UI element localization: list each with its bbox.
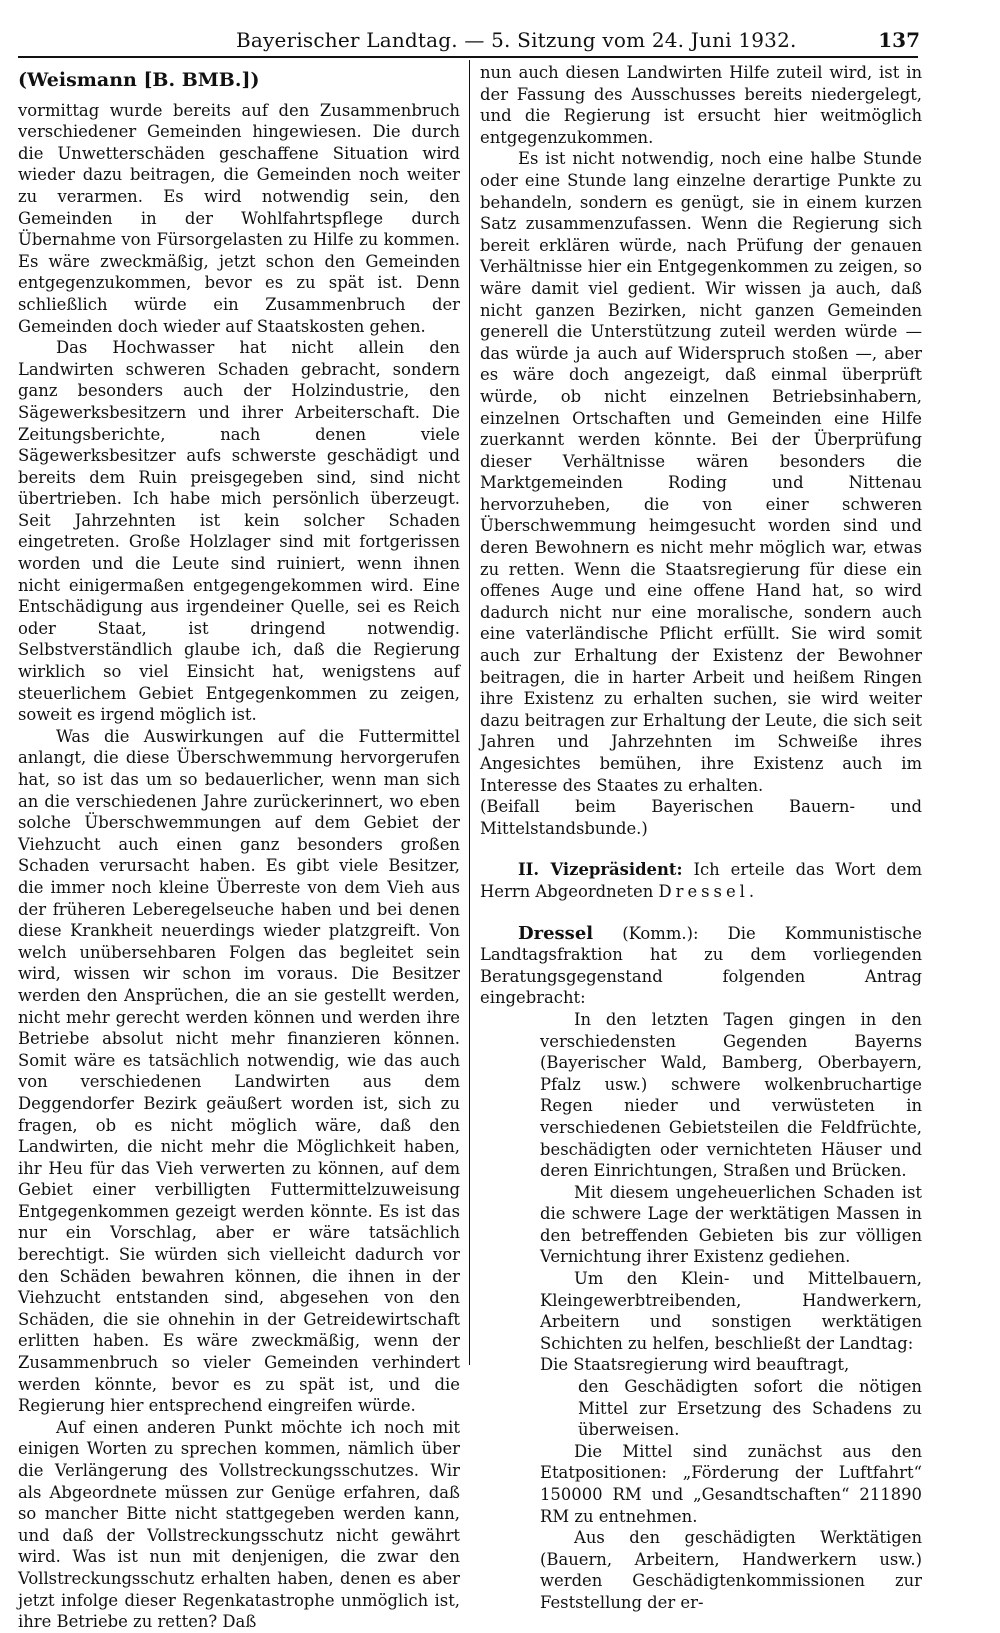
applause-note: (Beifall beim Bayerischen Bauern- und Mittelstandsbunde.) bbox=[480, 797, 922, 838]
resolution-paragraph: Aus den geschädigten Werktätigen (Bauern, Arbeitern, Handwerkern usw.) werden Geschädigtenkommissionen zur Feststellung der er- bbox=[540, 1528, 922, 1612]
paragraph: nun auch diesen Landwirten Hilfe zuteil wird, ist in der Fassung des Ausschusses bereits niedergelegt, und die Regierung ist ersucht hier weitmöglich entgegenzukommen. bbox=[480, 63, 922, 147]
spacer bbox=[480, 839, 922, 859]
resolution-intro: Die Staatsregierung wird beauftragt, bbox=[540, 1355, 850, 1375]
resolution-item: den Geschädigten sofort die nötigen Mittel zur Ersetzung des Schadens zu überweisen. bbox=[578, 1377, 922, 1440]
paragraph: Was die Auswirkungen auf die Futtermittel anlangt, die diese Überschwemmung hervorgerufen hat, so ist das um so bedauerlicher, wenn man sich an die verschiedenen Jahre zurückerinnert, wo eben solche Überschwemmungen auf dem Gebiet der Viehzucht auch einen ganz besonders großen Schaden verursacht haben. Es gibt viele Besitzer, die immer noch kleine Überreste von dem Vieh aus der früheren Leberegelseuche haben und bei denen diese Krankheit neuerdings wieder platzgreift. Von welch unübersehbaren Folgen das begleitet sein wird, wissen wir schon im voraus. Die Besitzer werden den Ansprüchen, die an sie gestellt werden, nicht mehr gerecht werden können und werden ihre Betriebe absolut nicht mehr finanzieren können. Somit wäre es tatsächlich notwendig, wie das auch von verschiedenen Landwirten aus dem Deggendorfer Bezirk geäußert worden ist, sich zu fragen, ob es nicht möglich wäre, daß den Landwirten, die nicht mehr die Möglichkeit haben, ihr Heu für das Vieh verwerten zu können, auf dem Gebiet einer verbilligten Futtermittelzuweisung Entgegenkommen gezeigt werden könnte. Es ist das nur ein Vorschlag, aber er wäre tatsächlich berechtigt. Sie würden sich vielleicht dadurch vor den Schäden bewahren können, die ihnen in der Viehzucht entstanden sind, abgesehen von den Schäden, die sie ohnehin in der Getreidewirtschaft erlitten haben. Es wäre zweckmäßig, wenn der Zusammenbruch so vieler Gemeinden verhindert werden könnte, bevor es zu spät ist, und die Regierung hier entsprechend eingreifen würde. bbox=[18, 726, 460, 1416]
resolution-paragraph: Die Mittel sind zunächst aus den Etatpositionen: „Förderung der Luftfahrt“ 150000 RM und „Gesandtschaften“ 211890 RM zu entnehmen. bbox=[540, 1441, 922, 1526]
spacer bbox=[480, 903, 922, 923]
vize-paragraph bbox=[480, 859, 922, 902]
dressel-intro: (Komm.): Die Kommunistische Landtagsfraktion hat zu dem vorliegenden Beratungsgegenstand folgenden Antrag eingebracht: bbox=[480, 923, 922, 1008]
paragraph: Auf einen anderen Punkt möchte ich noch mit einigen Worten zu sprechen kommen, nämlich über die Verlängerung des Vollstreckungsschutzes. Wir als Abgeordnete müssen zur Genüge erfahren, daß so mancher Bitte nicht stattgegeben werden kann, und daß der Vollstreckungsschutz nicht gewährt wird. Was ist nun mit denjenigen, die zwar den Vollstreckungsschutz erhalten haben, denen es aber jetzt infolge dieser Regenkatastrophe unmöglich ist, ihre Betriebe zu retten? Daß bbox=[18, 1417, 460, 1632]
page-header bbox=[18, 28, 918, 54]
right-column bbox=[480, 62, 922, 1614]
paragraph: Das Hochwasser hat nicht allein den Landwirten schweren Schaden gebracht, sondern ganz besonders auch der Holzindustrie, den Sägewerksbesitzern und ihrer Arbeiterschaft. Die Zeitungsberichte, nach denen viele Sägewerksbesitzer aufs schwerste geschädigt und bereits dem Ruin preisgegeben sind, sind nicht übertrieben. Ich habe mich persönlich überzeugt. Seit Jahrzehnten ist kein solcher Schaden eingetreten. Große Holzlager sind mit fortgerissen worden und die Leute sind ruiniert, wenn ihnen nicht einigermaßen entgegengekommen wird. Eine Entschädigung aus irgendeiner Quelle, sei es Reich oder Staat, ist dringend notwendig. Selbstverständlich glaube ich, daß die Regierung wirklich so viel Einsicht hat, wenigstens auf steuerlichem Gebiet Entgegenkommen zu zeigen, soweit es irgend möglich ist. bbox=[18, 338, 460, 725]
paragraph: Es ist nicht notwendig, noch eine halbe Stunde oder eine Stunde lang einzelne derartige Punkte zu behandeln, sondern es genügt, sie in einem kurzen Satz zusammenzufassen. Wenn die Regierung sich bereit erklären würde, nach Prüfung der genauen Verhältnisse hier ein Entgegenkommen zu zeigen, so wäre damit viel gedient. Wir wissen ja auch, daß nicht ganzen Bezirken, nicht ganzen Gemeinden generell die Unterstützung zuteil werden würde — das würde ja auch auf Widerspruch stoßen —, aber es wäre doch angezeigt, daß einmal überprüft würde, ob nicht einzelnen Betriebsinhabern, einzelnen Ortschaften und Gemeinden eine Hilfe zuerkannt werden könnte. Bei der Überprüfung dieser Verhältnisse wären besonders die Marktgemeinden Roding und Nittenau hervorzuheben, die von einer schweren Überschwemmung heimgesucht worden sind und deren Bewohnern es nicht mehr möglich war, etwas zu retten. Wenn die Staatsregierung für diese ein offenes Auge und eine offene Hand hat, so wird dadurch nicht nur eine moralische, sondern auch eine vaterländische Pflicht erfüllt. Sie wird somit auch zur Erhaltung der Existenz der Bewohner beitragen, die in harter Arbeit und heißem Ringen ihre Existenz zu erhalten suchen, sie wird weiter dazu beitragen zur Erhaltung der Leute, die sich seit Jahren und Jahrzehnten im Schweiße ihres Angesichtes bemühen, ihre Existenz auch im Interesse des Staates zu erhalten. bbox=[480, 149, 922, 795]
left-column bbox=[18, 62, 460, 1633]
header-rule bbox=[18, 56, 918, 58]
page-number: 137 bbox=[878, 28, 920, 52]
quote-paragraph: Um den Klein- und Mittelbauern, Kleingewerbtreibenden, Handwerkern, Arbeitern und sonstigen werktätigen Schichten zu helfen, beschließt der Landtag: bbox=[540, 1269, 922, 1353]
running-title: Bayerischer Landtag. — 5. Sitzung vom 24. Juni 1932. bbox=[236, 28, 797, 52]
column-divider bbox=[469, 60, 470, 1365]
paragraph: vormittag wurde bereits auf den Zusammenbruch verschiedener Gemeinden hingewiesen. Die durch die Unwetterschäden geschaffene Situation wird wieder dazu beitragen, die Gemeinden noch weiter zu verarmen. Es wird notwendig sein, den Gemeinden in der Wohlfahrtspflege durch Übernahme von Fürsorgelasten zu Hilfe zu kommen. Es wäre zweckmäßig, jetzt schon den Gemeinden entgegenzukommen, bevor es zu spät ist. Denn schließlich würde ein Zusammenbruch der Gemeinden doch wieder auf Staatskosten gehen. bbox=[18, 100, 460, 336]
quote-paragraph: Mit diesem ungeheuerlichen Schaden ist die schwere Lage der werktätigen Massen in den betreffenden Gebieten bis zur völligen Vernichtung ihrer Existenz gediehen. bbox=[540, 1182, 922, 1267]
speaker-name: Dressel bbox=[518, 922, 594, 944]
speaker-name: Dressel. bbox=[658, 881, 759, 901]
vize-text: Ich erteile das Wort dem Herrn Abgeordneten bbox=[480, 860, 922, 901]
speaker-label: II. Vizepräsident: bbox=[518, 860, 683, 880]
quote-paragraph: In den letzten Tagen gingen in den verschiedensten Gegenden Bayerns (Bayerischer Wald, Bamberg, Oberbayern, Pfalz usw.) schwere wolkenbruchartige Regen nieder und verwüsteten in verschiedenen Gebietsteilen die Feldfrüchte, beschädigten oder vernichteten Häuser und deren Einrichtungen, Straßen und Brücken. bbox=[540, 1009, 922, 1181]
speaker-heading: (Weismann [B. BMB.]) bbox=[18, 69, 260, 91]
dressel-paragraph bbox=[480, 923, 922, 1009]
